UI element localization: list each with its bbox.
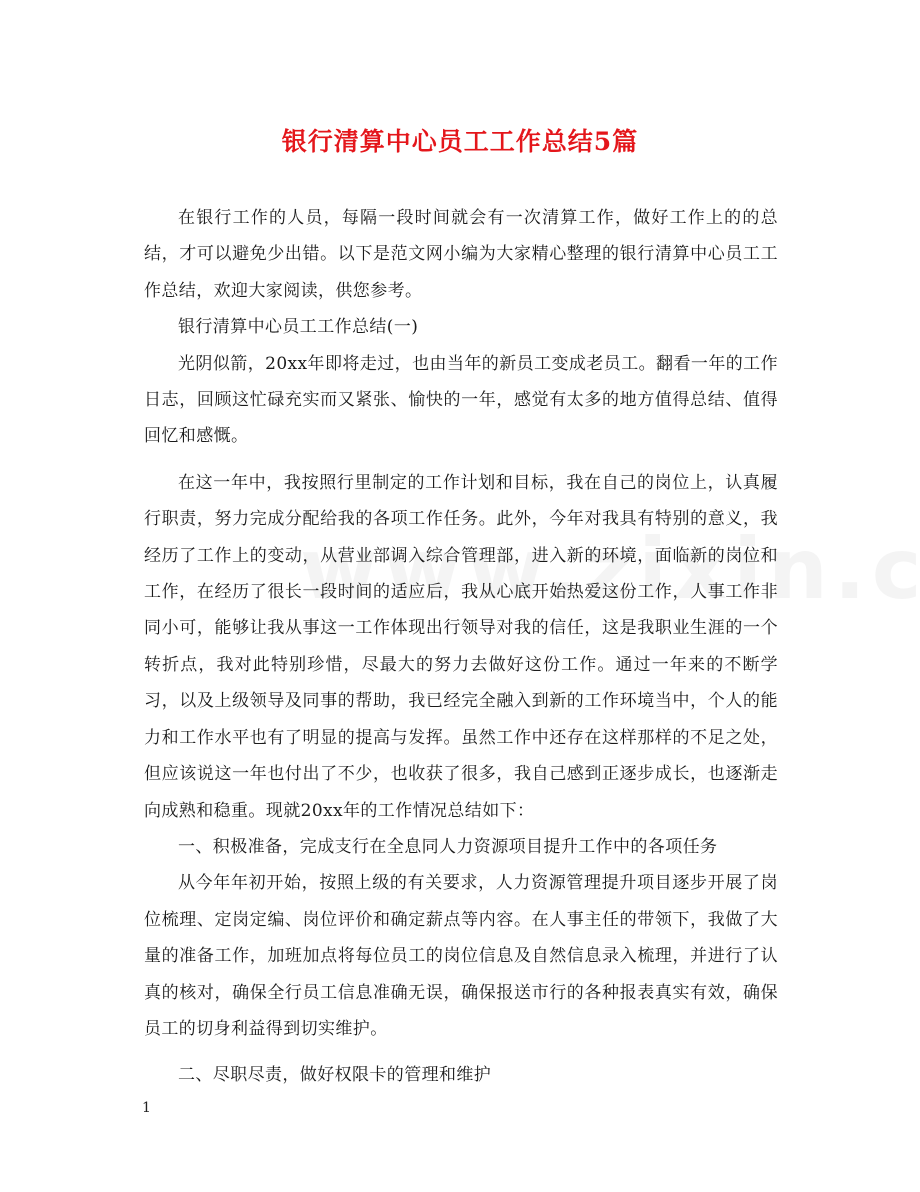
subheading-two: 二、尽职尽责，做好权限卡的管理和维护 [178,1065,492,1086]
document-body [144,200,778,1094]
page-number: 1 [142,1100,151,1116]
paragraph-looking-back: 光阴似箭，20xx年即将走过，也由当年的新员工变成老员工。翻看一年的工作日志，回顾这忙碌充实而又紧张、愉快的一年，感觉有太多的地方值得总结、值得回忆和感慨。 [144,353,778,447]
intro-paragraph: 在银行工作的人员，每隔一段时间就会有一次清算工作，做好工作上的的总结，才可以避免少出错。以下是范文网小编为大家精心整理的银行清算中心员工工作总结，欢迎大家阅读，供您参考。 [144,208,778,301]
document-title: 银行清算中心员工工作总结5篇 [281,127,639,156]
subheading-one: 一、积极准备，完成支行在全息同人力资源项目提升工作中的各项任务 [178,836,718,857]
paragraph-year-review: 在这一年中，我按照行里制定的工作计划和目标，我在自己的岗位上，认真履行职责，努力完成分配给我的各项工作任务。此外，今年对我具有特别的意义，我经历了工作上的变动，从营业部调入综合管理部，进入新的环境，面临新的岗位和工作，在经历了很长一段时间的适应后，我从心底开始热爱这份工作，人事工作非同小可，能够让我从事这一工作体现出行领导对我的信任，这是我职业生涯的一个转折点，我对此特别珍惜，尽最大的努力去做好这份工作。通过一年来的不断学习，以及上级领导及同事的帮助，我已经完全融入到新的工作环境当中，个人的能力和工作水平也有了明显的提高与发挥。虽然工作中还存在这样那样的不足之处，但应该说这一年也付出了不少，也收获了很多，我自己感到正逐步成长，也逐渐走向成熟和稳重。现就20xx年的工作情况总结如下： [144,472,778,821]
section-heading-one: 银行清算中心员工工作总结(一) [178,317,419,338]
paragraph-hr-project: 从今年年初开始，按照上级的有关要求，人力资源管理提升项目逐步开展了岗位梳理、定岗定编、岗位评价和确定薪点等内容。在人事主任的带领下，我做了大量的准备工作，加班加点将每位员工的岗位信息及自然信息录入梳理，并进行了认真的核对，确保全行员工信息准确无误，确保报送市行的各种报表真实有效，确保员工的切身利益得到切实维护。 [144,873,778,1039]
